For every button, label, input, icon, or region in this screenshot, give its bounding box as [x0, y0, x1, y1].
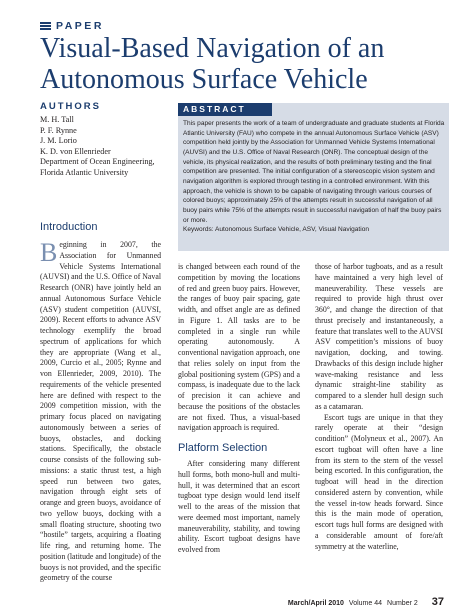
authors-list	[40, 115, 165, 179]
issue-volume: Volume 44	[348, 600, 383, 607]
stripes-icon	[40, 22, 51, 30]
paper-title: Visual-Based Navigation of an Autonomous Surface Vehicle	[40, 33, 385, 95]
affiliation-line: Department of Ocean Engineering,	[40, 157, 155, 167]
page-number: 37	[431, 596, 444, 608]
abstract-label: ABSTRACT	[178, 103, 272, 116]
body-paragraph: is changed between each round of the competition by moving the locations of red and green buoy pairs. However, the ranges of buoy pair spacing, gate width, and offset angle are as defined in Figure 1. All tasks are to be completed in a single run while operating autonomously. A conventional navigation approach, one that relies solely on input from the global positioning system (GPS) and a compass, is inadequate due to the lack of precision it can achieve and because the positions of the obstacles are not fixed. Thus, a visual-based navigation approach is required.	[178, 262, 300, 433]
intro-paragraph	[40, 240, 161, 584]
page-footer	[288, 596, 444, 608]
section-kicker	[40, 20, 104, 32]
column-1	[40, 221, 161, 584]
column-3	[315, 262, 443, 552]
body-paragraph: those of harbor tugboats, and as a result have maintained a very high level of maneuverability. These vessels are required to provide high thrust over 360°, and change the direction of that thrust precisely and instantaneously, a feature that translates well to the AUVSI ASV competition’s missions of buoy navigation, docking, and towing. Drawbacks of this design include higher wave-making resistance and less dynamic straight-line stability as compared to a slender hull design such as a catamaran.	[315, 262, 443, 411]
column-2	[178, 262, 300, 556]
drop-cap: B	[40, 238, 58, 267]
affiliation-line: Florida Atlantic University	[40, 167, 129, 177]
body-paragraph: Escort tugs are unique in that they rarely operate at their “design condition” (Molyneux et al., 2007). An escort tugboat will often have a line from its stern to the stern of the vessel being escorted. In this configuration, the tugboat will head in the direction considered astern by convention, while the vessel in-tow heads forward. Since this is the main mode of operation, escort tugs hull forms are designed with a considerable amount of fore/aft symmetry at the waterline,	[315, 412, 443, 551]
abstract-keywords: Keywords: Autonomous Surface Vehicle, ASV, Visual Navigation	[183, 226, 369, 234]
body-paragraph: After considering many different hull forms, both mono-hull and multi-hull, it was determined that an escort tugboat type design would lend itself well to the areas of the mission that were deemed most important, namely maneuverability, stability, and towing ability. Escort tugboat designs have evolved from	[178, 459, 300, 554]
author-line: J. M. Lorio	[40, 136, 77, 146]
abstract-body: This paper presents the work of a team of undergraduate and graduate students at Florida Atlantic University (FAU) who compete in the annual Autonomous Surface Vehicle (ASV) competition held jointly by the Association for Unmanned Vehicle Systems International (AUVSI) and the U.S. Office of Naval Research (ONR). The conceptual design of the vehicle, its physical realization, and the results of both preliminary testing and the final competition are presented. The initial configuration of a stereoscopic vision system and navigation algorithm is explored through testing in a controlled environment. With this approach, the vehicle is shown to be capable of navigating through various courses of colored buoys; approximately 25% of the attempts result in successful navigation of all buoy pairs while 75% of the attempts result in successful navigation of half the buoy pairs or more.	[183, 120, 445, 224]
introduction-heading: Introduction	[40, 221, 98, 233]
issue-number: Number 2	[387, 600, 418, 607]
authors-heading: AUTHORS	[40, 101, 101, 112]
kicker-label: PAPER	[56, 20, 104, 32]
abstract-text	[183, 119, 445, 235]
author-line: P. F. Rynne	[40, 125, 77, 135]
intro-text: eginning in 2007, the Association for Unmanned Vehicle Systems International (AUVSI) and the U.S. Office of Naval Research (ONR) have jointly held an annual Autonomous Surface Vehicle (ASV) student competition (AUVSI, 2009). Recent efforts to advance ASV technology exemplify the broad spectrum of applications for which they are appropriate (Wang et al., 2009, Curcio et al., 2005; Rynne and von Ellenrieder, 2009, 2010). The requirements of the vehicle presented here are defined with respect to the 2009 competition mission, with the primary focus placed on navigating autonomously between a series of buoys, obstacles, and docking stations. Specifically, the obstacle course consists of the following sub-missions: a static thrust test, a high speed run between two gates, navigation through eight sets of orange and green buoys, avoidance of two yellow buoys, docking with a small floating structure, shooting two “hostile” targets, acquiring a floating life ring, and returning home. The position (latitude and longitude) of the buoys is not provided, and the specific geometry of the course	[40, 240, 161, 583]
author-line: K. D. von Ellenrieder	[40, 146, 111, 156]
issue-date: March/April 2010	[287, 600, 344, 607]
platform-selection-heading: Platform Selection	[178, 442, 268, 454]
author-line: M. H. Tall	[40, 115, 74, 124]
